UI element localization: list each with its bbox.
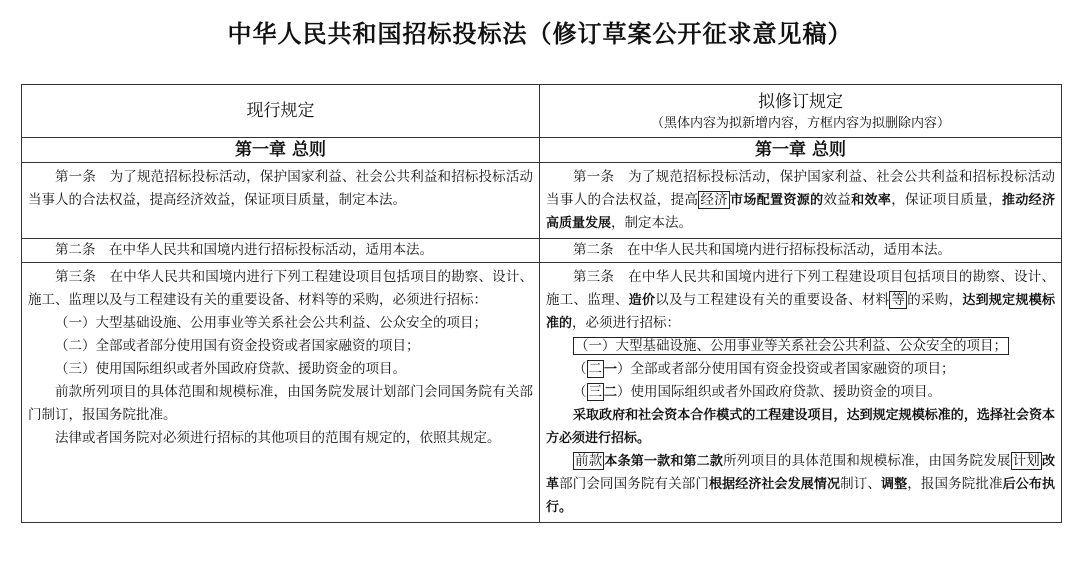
added-text: 后公布执行。 xyxy=(546,477,1055,515)
text: 第一条 为了规范招标投标活动，保护国家利益、社会公共利益和招标投标活动当事人的合法权益，提高 xyxy=(546,169,1055,208)
article-1-revised-text xyxy=(546,166,1055,235)
article-3-revised xyxy=(540,263,1062,523)
article-3-para-2: 前款所列项目的具体范围和规模标准，由国务院发展计划部门会同国务院有关部门制订，报国务院批准。 xyxy=(28,384,533,423)
text: ，保证项目质量， xyxy=(891,192,1002,208)
added-text: 一 xyxy=(604,362,618,377)
article-1-revised xyxy=(540,163,1062,239)
added-text: 调整 xyxy=(881,477,908,492)
text: 效益 xyxy=(823,192,852,208)
added-text: 达到规定规模标准的 xyxy=(546,293,1056,331)
text: ，必须进行招标： xyxy=(572,315,681,331)
deleted-text: 经济 xyxy=(700,192,729,208)
text: 部门会同国务院有关部门 xyxy=(559,476,709,492)
article-3-row xyxy=(22,263,1062,523)
column-header-revised-note: （黑体内容为拟新增内容，方框内容为拟删除内容） xyxy=(650,116,950,131)
article-3-item-1: （一）大型基础设施、公用事业等关系社会公共利益、公众安全的项目； xyxy=(55,315,487,331)
article-3-para-3: 法律或者国务院对必须进行招标的其他项目的范围有规定的，依照其规定。 xyxy=(55,430,501,446)
column-header-revised xyxy=(540,85,1062,138)
deleted-text: 三 xyxy=(588,384,602,400)
added-text: 根据经济社会发展情况 xyxy=(708,477,841,492)
article-3-revised-new-para xyxy=(546,404,1055,450)
article-3-revised-item-2 xyxy=(546,381,1055,404)
text: ，制定本法。 xyxy=(611,215,693,231)
text: ）使用国际组织或者外国政府贷款、援助资金的项目。 xyxy=(617,384,942,400)
article-3-revised-item-1 xyxy=(546,358,1055,381)
article-3-revised-item-deleted xyxy=(546,335,1055,358)
added-text: 市场配置资源的 xyxy=(730,193,824,208)
added-text: 改革 xyxy=(546,454,1056,492)
text: （ xyxy=(573,361,587,377)
added-text: 和效率 xyxy=(851,193,892,208)
article-1-current-text: 第一条 为了规范招标投标活动，保护国家利益、社会公共利益和招标投标活动当事人的合法权益，提高经济效益，保证项目质量，制定本法。 xyxy=(28,169,533,208)
text: 制订、 xyxy=(840,476,882,492)
column-header-current-label: 现行规定 xyxy=(246,101,315,121)
article-2-current xyxy=(22,239,540,263)
deleted-text: （一）大型基础设施、公用事业等关系社会公共利益、公众安全的项目； xyxy=(575,338,1007,354)
added-text: 本条第一款和第二款 xyxy=(604,454,724,469)
deleted-text: 二 xyxy=(588,361,602,377)
article-3-current-text: 第三条 在中华人民共和国境内进行下列工程建设项目包括项目的勘察、设计、施工、监理以及与工程建设有关的重要设备、材料等的采购，必须进行招标： xyxy=(28,269,533,308)
chapter-heading-left: 第一章 总则 xyxy=(22,138,540,163)
text: 的采购， xyxy=(907,292,963,308)
added-text: 造价 xyxy=(628,293,656,308)
article-3-item-2: （二）全部或者部分使用国有资金投资或者国家融资的项目； xyxy=(55,338,420,354)
text: 所列项目的具体范围和规模标准，由国务院发展 xyxy=(723,453,1011,469)
deleted-text: 等 xyxy=(891,292,906,308)
text: 以及与工程建设有关的重要设备、材料 xyxy=(655,292,890,308)
text: 第三条 在中华人民共和国境内进行下列工程建设项目包括项目的勘察、设计、施工、监理、 xyxy=(546,269,1055,308)
article-3-revised-text xyxy=(546,266,1055,335)
document-title: 中华人民共和国招标投标法（修订草案公开征求意见稿） xyxy=(227,19,853,48)
column-header-current xyxy=(22,85,540,138)
text: ）全部或者部分使用国有资金投资或者国家融资的项目； xyxy=(617,361,955,377)
article-2-current-text: 第二条 在中华人民共和国境内进行招标投标活动，适用本法。 xyxy=(55,242,433,258)
added-text: 推动经济高质量发展 xyxy=(546,193,1056,231)
article-2-revised xyxy=(540,239,1062,263)
text: ，报国务院批准 xyxy=(907,476,1003,492)
chapter-row xyxy=(22,138,1062,163)
text: （ xyxy=(573,384,587,400)
deleted-text: 前款 xyxy=(575,453,603,469)
chapter-heading-right: 第一章 总则 xyxy=(540,138,1062,163)
article-1-current xyxy=(22,163,540,239)
column-header-revised-label: 拟修订规定 xyxy=(758,92,843,112)
added-text: 采取政府和社会资本合作模式的工程建设项目，达到规定规模标准的，选择社会资本方必须进行招标。 xyxy=(546,408,1055,446)
comparison-table xyxy=(21,84,1062,523)
article-1-row xyxy=(22,163,1062,239)
article-2-revised-text: 第二条 在中华人民共和国境内进行招标投标活动，适用本法。 xyxy=(573,242,951,258)
added-text: 二 xyxy=(604,385,618,400)
article-3-item-3: （三）使用国际组织或者外国政府贷款、援助资金的项目。 xyxy=(55,361,406,377)
article-3-current xyxy=(22,263,540,523)
header-row xyxy=(22,85,1062,138)
article-2-row xyxy=(22,239,1062,263)
deleted-text: 计划 xyxy=(1012,453,1040,469)
article-3-revised-para-3 xyxy=(546,450,1055,519)
